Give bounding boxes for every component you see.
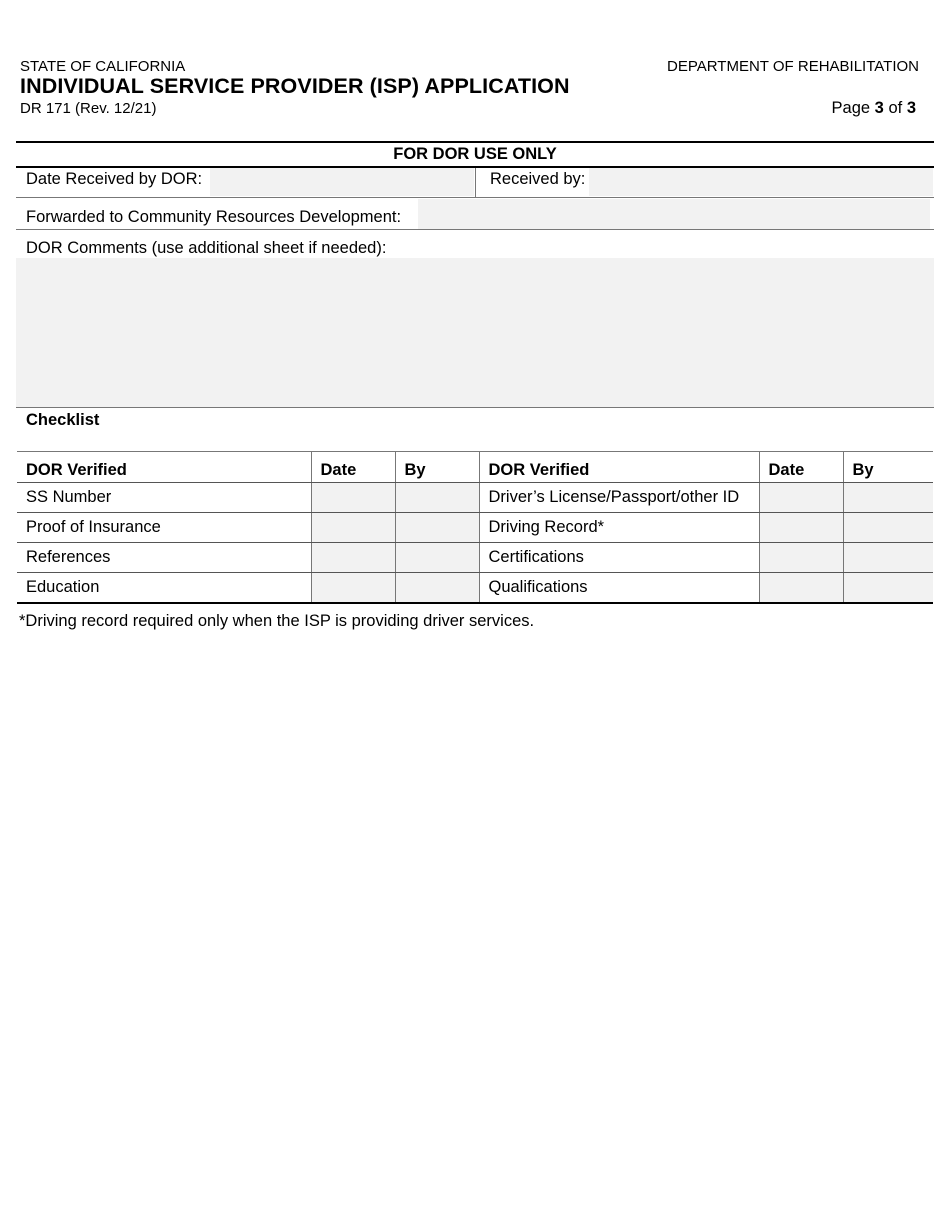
by-field[interactable]: [843, 543, 933, 573]
column-header: By: [843, 452, 933, 483]
column-header: Date: [311, 452, 395, 483]
date-received-label: Date Received by DOR:: [26, 170, 203, 188]
date-field[interactable]: [311, 573, 395, 604]
checklist-item: SS Number: [17, 483, 311, 513]
checklist-item: Education: [17, 573, 311, 604]
column-header: Date: [759, 452, 843, 483]
section-top-rule: [16, 141, 934, 143]
date-field[interactable]: [759, 543, 843, 573]
by-field[interactable]: [843, 483, 933, 513]
checklist-item: Driving Record*: [479, 513, 759, 543]
date-field[interactable]: [311, 483, 395, 513]
received-by-label: Received by:: [490, 170, 586, 188]
checklist-footnote: *Driving record required only when the ISP is providing driver services.: [19, 612, 535, 630]
checklist-item: Qualifications: [479, 573, 759, 604]
checklist-heading: Checklist: [26, 411, 100, 429]
table-row: [17, 543, 933, 573]
state-name: STATE OF CALIFORNIA: [20, 58, 186, 75]
page-current: 3: [874, 99, 884, 117]
date-field[interactable]: [311, 513, 395, 543]
checklist-item: Certifications: [479, 543, 759, 573]
date-field[interactable]: [311, 543, 395, 573]
column-header: DOR Verified: [17, 452, 311, 483]
forwarded-label: Forwarded to Community Resources Development:: [26, 208, 402, 226]
row1-bottom-rule: [16, 197, 934, 198]
by-field[interactable]: [843, 573, 933, 604]
form-title: INDIVIDUAL SERVICE PROVIDER (ISP) APPLICATION: [20, 74, 570, 98]
date-received-divider: [475, 168, 476, 197]
checklist-item: References: [17, 543, 311, 573]
page-indicator: [832, 99, 916, 118]
by-field[interactable]: [395, 483, 479, 513]
checklist-item: Proof of Insurance: [17, 513, 311, 543]
page-prefix: Page: [831, 99, 871, 117]
table-row: [17, 483, 933, 513]
forwarded-field[interactable]: [418, 199, 930, 229]
row2-bottom-rule: [16, 229, 934, 230]
dor-use-heading: FOR DOR USE ONLY: [393, 145, 557, 163]
column-header: DOR Verified: [479, 452, 759, 483]
received-by-field[interactable]: [589, 168, 933, 196]
table-row: [17, 573, 933, 604]
date-received-field[interactable]: [210, 168, 474, 196]
by-field[interactable]: [843, 513, 933, 543]
page-total: 3: [906, 99, 916, 117]
date-field[interactable]: [759, 513, 843, 543]
comments-bottom-rule: [16, 407, 934, 408]
checklist-header-row: [17, 452, 933, 483]
comments-field[interactable]: [16, 258, 934, 407]
table-row: [17, 513, 933, 543]
date-field[interactable]: [759, 573, 843, 604]
checklist-table: [17, 451, 933, 604]
checklist-item: Driver’s License/Passport/other ID: [479, 483, 759, 513]
column-header: By: [395, 452, 479, 483]
department-name: DEPARTMENT OF REHABILITATION: [667, 58, 919, 75]
date-field[interactable]: [759, 483, 843, 513]
page-of: of: [888, 99, 903, 117]
by-field[interactable]: [395, 573, 479, 604]
by-field[interactable]: [395, 543, 479, 573]
by-field[interactable]: [395, 513, 479, 543]
form-number: DR 171 (Rev. 12/21): [20, 100, 157, 117]
comments-label: DOR Comments (use additional sheet if needed):: [26, 239, 387, 257]
